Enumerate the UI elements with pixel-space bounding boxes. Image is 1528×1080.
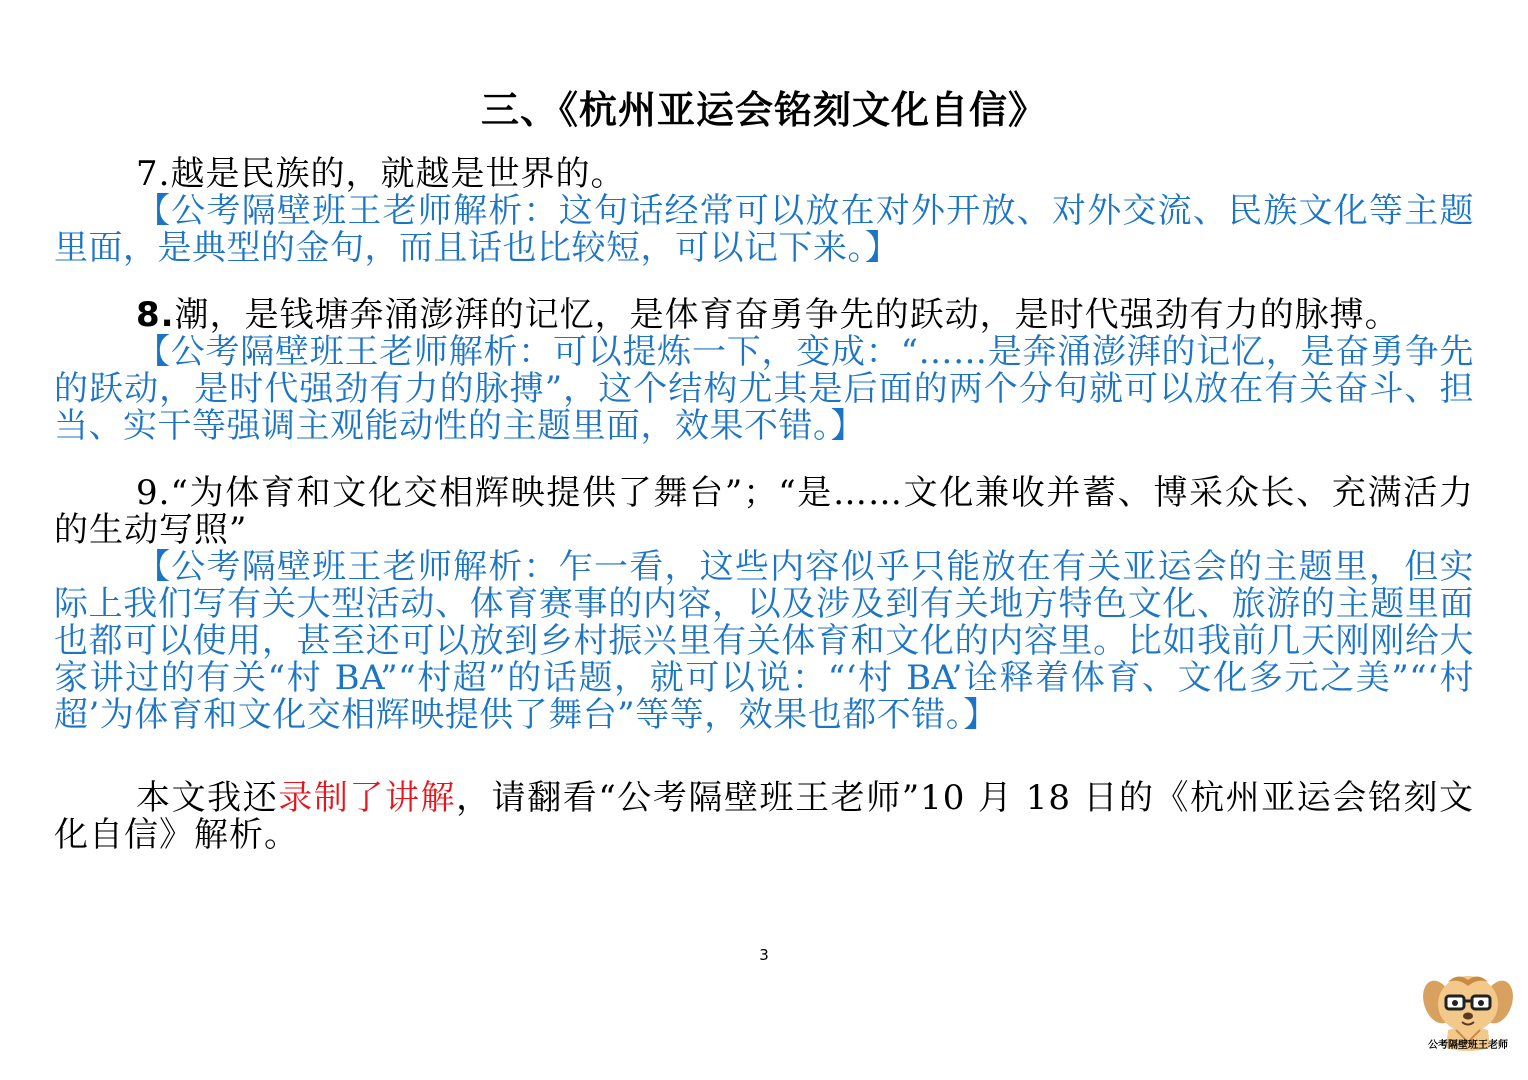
outro-paragraph xyxy=(54,780,1474,854)
page-title: 三、《杭州亚运会铭刻文化自信》 xyxy=(480,88,1047,132)
item-8 xyxy=(54,297,1474,445)
outro-before: 本文我还 xyxy=(136,778,279,818)
item-8-quote-para xyxy=(54,297,1474,334)
item-8-number: 8. xyxy=(136,295,175,335)
document-body xyxy=(54,156,1474,854)
page-number: 3 xyxy=(759,946,769,964)
item-9-note: 【公考隔壁班王老师解析：乍一看，这些内容似乎只能放在有关亚运会的主题里，但实际上我们写有关大型活动、体育赛事的内容，以及涉及到有关地方特色文化、旅游的主题里面也都可以使用，甚至还可以放到乡村振兴里有关体育和文化的内容里。比如我前几天刚刚给大家讲过的有关“村 BA”“村超”的话题，就可以说：“‘村 BA’诠释着体育、文化多元之美”“‘村超’为体育和文化交相辉映提供了舞台”等等，效果也都不错。】 xyxy=(54,547,1474,735)
item-8-note: 【公考隔壁班王老师解析：可以提炼一下，变成：“……是奔涌澎湃的记忆，是奋勇争先的跃动，是时代强劲有力的脉搏”，这个结构尤其是后面的两个分句就可以放在有关奋斗、担当、实干等强调主观能动性的主题里面，效果不错。】 xyxy=(54,332,1474,446)
item-7 xyxy=(54,156,1474,267)
brand-label: 公考隔壁班王老师 xyxy=(1428,1040,1508,1051)
item-9-quote: 9.“为体育和文化交相辉映提供了舞台”；“是……文化兼收并蓄、博采众长、充满活力的生动写照” xyxy=(54,473,1474,550)
item-7-quote: 7.越是民族的，就越是世界的。 xyxy=(136,154,626,194)
item-9 xyxy=(54,475,1474,734)
item-8-quote: 潮，是钱塘奔涌澎湃的记忆，是体育奋勇争先的跃动，是时代强劲有力的脉搏。 xyxy=(174,295,1400,335)
outro-after: ，请翻看“公考隔壁班王老师”10 月 18 日的《杭州亚运会铭刻文化自信》解析。 xyxy=(54,778,1475,855)
outro-highlight: 录制了讲解 xyxy=(278,778,457,818)
item-7-note: 【公考隔壁班王老师解析：这句话经常可以放在对外开放、对外交流、民族文化等主题里面，是典型的金句，而且话也比较短，可以记下来。】 xyxy=(54,191,1474,268)
